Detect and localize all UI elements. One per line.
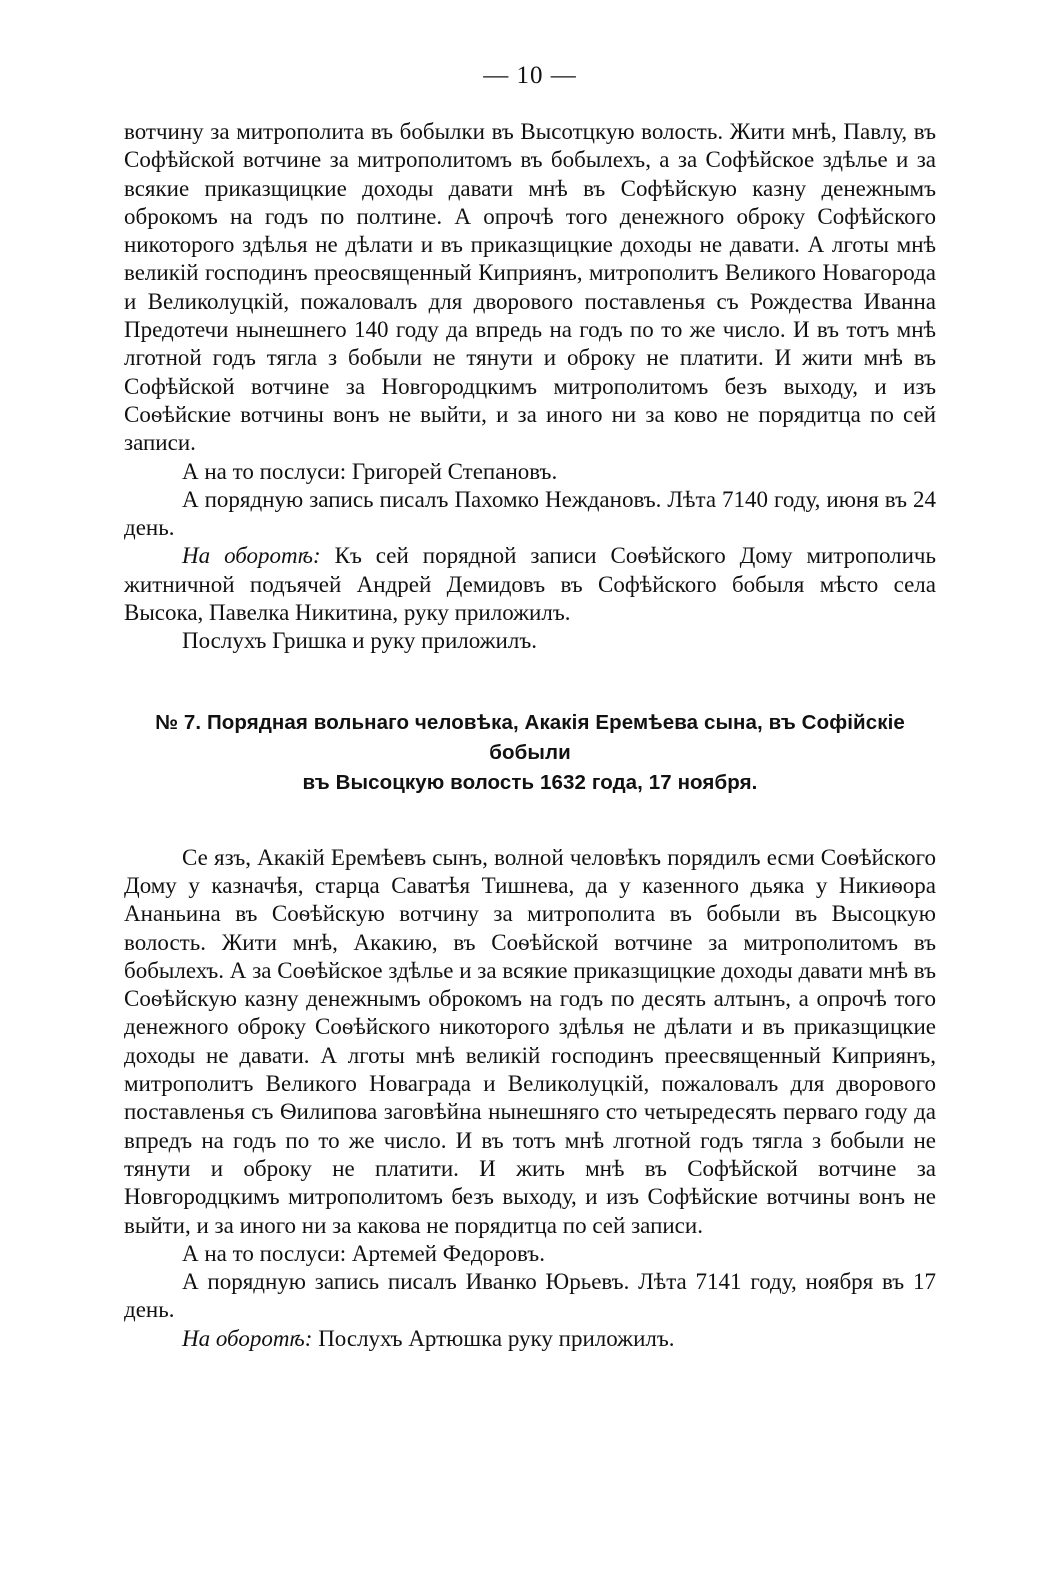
doc6-reverse-label: На оборотѣ: [182, 543, 321, 569]
document-7-heading [124, 708, 936, 798]
document-page [124, 58, 936, 1538]
doc6-reverse-note [124, 542, 936, 627]
document-6-continuation [124, 118, 936, 656]
doc7-body-paragraph: Се язъ, Акакій Еремѣевъ сынъ, волной человѣкъ порядилъ есми Соѳѣйского Дому у казначѣя, старца Саватѣя Тишнева, да у казенного дьяка у Никиѳора Ананьина въ Соѳѣйскую вотчину за митрополита въ бобыли въ Высоцкую волость. Жити мнѣ, Акакию, въ Соѳѣйской вотчине за митрополитомъ въ бобылехъ. А за Соѳѣйское здѣлье и за всякие приказщицкие доходы давати мнѣ въ Соѳѣйскую казну денежнымъ оброкомъ на годъ по десять алтынъ, а опрочѣ того денежного оброку Соѳѣйского никоторого здѣлья не дѣлати и въ приказщицкие доходы не давати. А лготы мнѣ великій господинъ преесвященный Киприянъ, митрополитъ Великого Новаграда и Великолуцкій, пожаловалъ для дворового поставленья съ Ѳилипова заговѣйна нынешняго сто четыредесять перваго году да впредъ на годъ по то же число. И въ тотъ мнѣ лготной годъ тягла з бобыли не тянути и оброку не платити. И жить мнѣ въ Софѣйской вотчине за Новгородцкимъ митрополитомъ безъ выходу, и изъ Софѣйские вотчины вонъ не выйти, и за иного ни за какова не порядитца по сей записи. [124, 844, 936, 1238]
page-number: — 10 — [483, 62, 577, 89]
doc6-body-paragraph: вотчину за митрополита въ бобылки въ Высотцкую волость. Жити мнѣ, Павлу, въ Софѣйской вотчине за митрополитомъ въ бобылехъ, а за Софѣйское здѣлье и за всякие приказщицкие доходы давати мнѣ въ Софѣйскую казну денежнымъ оброкомъ на годъ по полтине. А опрочѣ того денежного оброку Софѣйского никоторого здѣлья не дѣлати и въ приказщицкие доходы не давати. А лготы мнѣ великій господинъ преосвященный Киприянъ, митрополитъ Великого Новагорода и Великолуцкій, пожаловалъ для дворового поставленья съ Рождества Иванна Предотечи нынешнего 140 году да впредь на годъ по то же число. И въ тотъ мнѣ лготной годъ тягла з бобыли не тянути и оброку не платити. И жити мнѣ въ Софѣйской вотчине за Новгородцкимъ митрополитомъ безъ выходу, и изъ Соѳѣйские вотчины вонъ не выйти, и за иного ни за ково не порядитца по сей записи. [124, 119, 936, 456]
document-7-body [124, 844, 936, 1353]
doc7-scribe-line: А порядную запись писалъ Иванко Юрьевъ. Лѣта 7141 году, ноября въ 17 день. [124, 1269, 936, 1323]
doc6-reverse-text: Къ сей порядной записи Соѳѣйского Дому митрополичь житничной подъячей Андрей Демидовъ въ Софѣйского бобыля мѣсто села Высока, Павелка Никитина, руку приложилъ. [124, 543, 936, 626]
doc7-reverse-note [124, 1325, 936, 1353]
doc6-witness-signature: Послухъ Гришка и руку приложилъ. [182, 628, 537, 654]
heading-line-2: въ Высоцкую волость 1632 года, 17 ноября. [302, 770, 758, 794]
heading-line-1: № 7. Порядная вольнаго человѣка, Акакія Еремѣева сына, въ Софійскіе бобыли [155, 710, 905, 764]
doc7-reverse-text: Послухъ Артюшка руку приложилъ. [312, 1325, 675, 1351]
doc6-witness-line: А на то послуси: Григорей Степановъ. [182, 458, 558, 484]
doc7-reverse-label: На оборотѣ: [182, 1325, 313, 1351]
doc6-scribe-line: А порядную запись писалъ Пахомко Неждановъ. Лѣта 7140 году, июня въ 24 день. [124, 486, 936, 541]
doc7-witness-line: А на то послуси: Артемей Федоровъ. [182, 1240, 545, 1266]
